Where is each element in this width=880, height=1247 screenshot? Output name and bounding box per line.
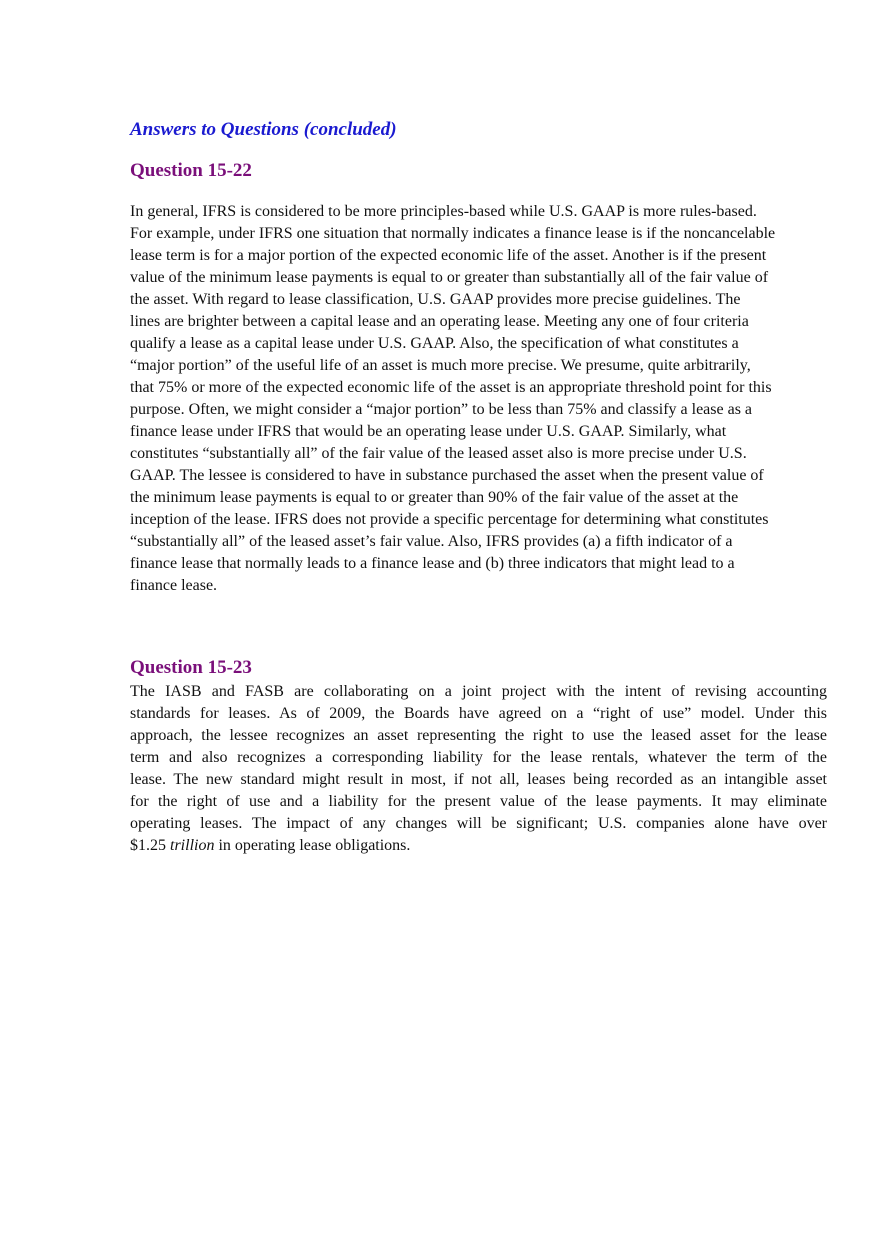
answer-line: In general, IFRS is considered to be more principles-based while U.S. GAAP is more rules-based. [130,203,757,220]
answer-line: operating leases. The impact of any changes will be significant; U.S. companies alone have over [130,815,827,832]
question-15-23-answer [130,681,827,857]
answer-line: lines are brighter between a capital lease and an operating lease. Meeting any one of four criteria [130,313,749,330]
question-15-22-title: Question 15-22 [130,160,252,181]
answer-last-line [130,835,827,857]
answer-line: the asset. With regard to lease classification, U.S. GAAP provides more precise guidelines. The [130,291,741,308]
answer-line: qualify a lease as a capital lease under U.S. GAAP. Also, the specification of what constitutes a [130,335,739,352]
answer-line: term and also recognizes a corresponding liability for the lease rentals, whatever the term of the [130,749,827,766]
section-heading: Answers to Questions (concluded) [130,119,397,140]
question-15-22-answer [130,201,827,597]
answer-line: purpose. Often, we might consider a “major portion” to be less than 75% and classify a lease as a [130,401,753,418]
answer-line: for the right of use and a liability for the present value of the lease payments. It may eliminate [130,793,827,810]
answer-line: lease term is for a major portion of the expected economic life of the asset. Another is if the present [130,247,767,264]
answer-line: inception of the lease. IFRS does not provide a specific percentage for determining what constitutes [130,511,769,528]
answer-line: The IASB and FASB are collaborating on a joint project with the intent of revising accounting [130,683,827,700]
amount-suffix: in operating lease obligations. [214,837,411,854]
answer-line: that 75% or more of the expected economic life of the asset is an appropriate threshold point for this [130,379,772,396]
answer-line: value of the minimum lease payments is equal to or greater than substantially all of the fair value of [130,269,769,286]
answer-line: “substantially all” of the leased asset’s fair value. Also, IFRS provides (a) a fifth indicator of a [130,533,733,550]
answer-line: constitutes “substantially all” of the fair value of the leased asset also is more precise under U.S. [130,445,747,462]
answer-line: “major portion” of the useful life of an asset is much more precise. We presume, quite arbitrarily, [130,357,751,374]
answer-line: lease. The new standard might result in most, if not all, leases being recorded as an intangible asset [130,771,827,788]
answer-line: approach, the lessee recognizes an asset representing the right to use the leased asset for the lease [130,727,827,744]
emphasized-word: trillion [170,837,215,854]
answer-line: finance lease under IFRS that would be an operating lease under U.S. GAAP. Similarly, what [130,423,727,440]
answer-line: the minimum lease payments is equal to or greater than 90% of the fair value of the asset at the [130,489,739,506]
answer-line: GAAP. The lessee is considered to have in substance purchased the asset when the present value of [130,467,764,484]
amount-prefix: $1.25 [130,837,170,854]
answer-line: finance lease. [130,577,218,594]
answer-line: standards for leases. As of 2009, the Boards have agreed on a “right of use” model. Under this [130,705,827,722]
answer-line: For example, under IFRS one situation that normally indicates a finance lease is if the noncancelable [130,225,776,242]
question-15-23-title: Question 15-23 [130,657,252,678]
answer-line: finance lease that normally leads to a finance lease and (b) three indicators that might lead to a [130,555,735,572]
